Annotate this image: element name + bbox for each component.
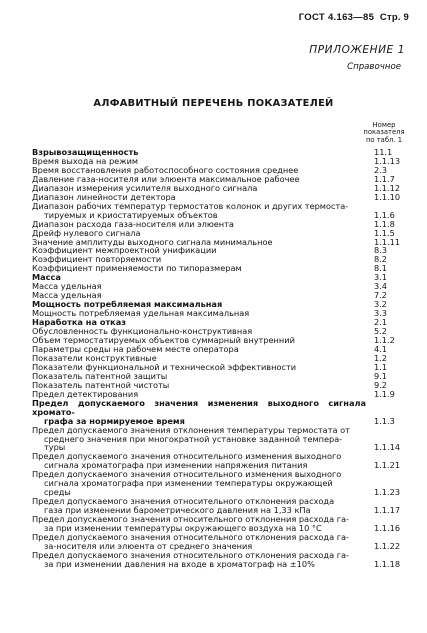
indicator-name-line: за при изменении температуры окружающего воздуха на 10 °С: [44, 523, 322, 534]
indicator-name-line: Предел допускаемого значения относительного отклонения расхода га-: [32, 514, 349, 525]
indicator-name-line: Значение амплитуды выходного сигнала минимальное: [32, 236, 273, 247]
indicator-number: 1.1.21: [374, 460, 401, 471]
indicator-name-line: за при изменении давления на входе в хроматограф на ±10%: [44, 558, 315, 569]
indicator-number: 1.1.11: [374, 236, 401, 247]
indicator-row: [32, 426, 410, 453]
indicator-row: [32, 399, 410, 426]
indicator-number: 1.1.22: [374, 540, 401, 551]
indicator-name-line: Предел допускаемого значения относительного отклонения расхода га-: [32, 549, 349, 560]
indicator-name-line: Дрейф нулевого сигнала: [32, 227, 141, 238]
indicator-name-line: Время выхода на режим: [32, 155, 139, 166]
indicator-number: 9.1: [374, 370, 388, 381]
indicator-number: 3.1: [374, 272, 388, 283]
indicator-name-line: тируемых и криостатируемых объектов: [44, 209, 218, 220]
indicator-name-line: Коэффициент повторяемости: [32, 254, 162, 265]
indicator-number: 1.1.13: [374, 155, 401, 166]
indicator-number: 4.1: [374, 343, 388, 354]
indicator-name-line: среды: [44, 487, 71, 498]
indicator-number: 1.1.23: [374, 487, 401, 498]
indicator-name: [32, 551, 374, 569]
indicator-number: 2.1: [374, 317, 388, 328]
indicator-name-line: Предел допускаемого значения относительного изменения выходного: [32, 469, 342, 480]
indicator-name-line: Показатель патентной чистоты: [32, 379, 170, 390]
column-header-line-2: показателя: [363, 128, 405, 137]
indicator-name-line: сигнала хроматографа при изменении температуры окружающей: [44, 478, 333, 489]
indicator-name: [32, 202, 374, 220]
indicator-name-line: Предел допускаемого значения относительного отклонения расхода га-: [32, 531, 349, 542]
indicator-name-line: Показатели конструктивные: [32, 352, 157, 363]
indicator-number: 1.1.8: [374, 218, 395, 229]
indicator-name-line: Коэффициент применяемости по типоразмерам: [32, 263, 242, 274]
indicator-number: 8.1: [374, 263, 388, 274]
column-header-line-3: по табл. 1: [365, 135, 403, 144]
indicator-name-line: Мощность потребляемая удельная максимальная: [32, 308, 250, 319]
indicator-name-line: графа за нормируемое время: [44, 415, 185, 426]
section-title: АЛФАВИТНЫЙ ПЕРЕЧЕНЬ ПОКАЗАТЕЛЕЙ: [93, 98, 334, 109]
indicator-name-line: Взрывозащищенность: [32, 147, 139, 157]
indicator-number: 8.2: [374, 254, 388, 265]
indicator-name-line: среднего значения при многократной установке заданной темпера-: [44, 433, 343, 444]
indicator-row: [32, 515, 410, 533]
indicator-name-line: Диапазон рабочих температур термостатов колонок и других термоста-: [32, 200, 349, 211]
indicator-number: 9.2: [374, 379, 388, 390]
indicator-name-line: Диапазон линейности детектора: [32, 191, 176, 202]
indicator-name-line: Коэффициент межпроектной унификации: [32, 245, 217, 256]
indicator-name-line: за-носителя или элюента от среднего значения: [44, 540, 253, 551]
indicator-name-line: Предел допускаемого значения относительного отклонения расхода: [32, 496, 335, 507]
indicator-number: 1.1: [374, 361, 388, 372]
indicator-name: [32, 497, 374, 515]
standard-number: ГОСТ 4.163—85: [298, 12, 375, 23]
indicator-row: [32, 551, 410, 569]
indicator-name: [32, 452, 374, 470]
indicator-name-line: Предел допускаемого значения относительного изменения выходного: [32, 451, 342, 462]
indicator-row: [32, 202, 410, 220]
indicator-name: [32, 470, 374, 497]
indicator-number: 1.1.9: [374, 388, 395, 399]
indicator-name-line: Диапазон измерения усилителя выходного сигнала: [32, 182, 258, 193]
indicator-name: [32, 264, 374, 273]
indicator-number: 3.3: [374, 308, 388, 319]
indicator-name-line: Масса удельная: [32, 281, 102, 292]
indicator-name-line: Предел допускаемого значения отклонения температуры термостата от: [32, 424, 350, 435]
page-header: [299, 12, 409, 23]
indicator-name-line: Показатель патентной защиты: [32, 370, 168, 381]
indicator-number: 1.1.17: [374, 505, 401, 516]
indicator-number: 1.2: [374, 352, 388, 363]
indicator-number: 5.2: [374, 326, 388, 337]
indicator-row: [32, 452, 410, 470]
indicator-row: [32, 533, 410, 551]
indicator-name-line: Обусловленность функционально-конструктивная: [32, 326, 253, 337]
indicator-number: 3.2: [374, 299, 388, 310]
indicator-number: 1.1.3: [374, 415, 395, 426]
indicator-name: [32, 515, 374, 533]
indicator-number: 1.1.7: [374, 173, 395, 184]
indicator-number: 1.1.6: [374, 209, 395, 220]
indicator-name-line: Время восстановления работоспособного состояния среднее: [32, 164, 299, 175]
indicator-name-line: газа при изменении барометрического давления на 1,33 кПа: [44, 505, 311, 516]
indicator-name-line: Предел детектирования: [32, 388, 139, 399]
indicator-name-line: Предел допускаемого значения изменения выходного сигнала хромато-: [32, 397, 366, 417]
indicator-number: 11.1: [374, 147, 393, 157]
indicator-name-line: сигнала хроматографа при изменении напряжения питания: [44, 460, 308, 471]
indicator-number: 1.1.10: [374, 191, 401, 202]
indicator-row: [32, 470, 410, 497]
indicator-name-line: Масса: [32, 272, 61, 283]
indicator-name-line: туры: [44, 442, 66, 453]
indicator-number: 2.3: [374, 164, 388, 175]
indicator-name-line: Показатели функциональной и технической эффективности: [32, 361, 297, 372]
indicator-name-line: Давление газа-носителя или элюента максимальное рабочее: [32, 173, 300, 184]
indicator-number: 1.1.2: [374, 335, 395, 346]
indicator-number: 3.4: [374, 281, 388, 292]
indicator-name-line: Наработка на отказ: [32, 317, 127, 328]
indicator-name-line: Диапазон расхода газа-носителя или элюента: [32, 218, 234, 229]
column-header: [361, 122, 407, 144]
indicator-number: 7.2: [374, 290, 388, 301]
indicator-name-line: Масса удельная: [32, 290, 102, 301]
indicator-number: 1.1.12: [374, 182, 401, 193]
indicator-number: 1.1.18: [374, 558, 401, 569]
indicator-number: 1.1.16: [374, 523, 401, 534]
appendix-title: ПРИЛОЖЕНИЕ 1: [309, 44, 405, 56]
page-label: Стр. 9: [379, 12, 409, 23]
indicator-name: [32, 426, 374, 453]
indicator-name: [32, 533, 374, 551]
indicator-name-line: Параметры среды на рабочем месте оператора: [32, 343, 239, 354]
indicator-row: [32, 264, 410, 273]
indicator-number: 8.3: [374, 245, 388, 256]
appendix-reference: Справочное: [347, 62, 401, 72]
indicator-name-line: Мощность потребляемая максимальная: [32, 299, 223, 310]
indicator-list: [32, 148, 410, 569]
indicator-row: [32, 497, 410, 515]
column-header-line-1: Номер: [372, 121, 396, 129]
indicator-name-line: Объем термостатируемых объектов суммарный внутренний: [32, 335, 295, 346]
indicator-number: 1.1.14: [374, 442, 401, 453]
indicator-name: [32, 399, 374, 426]
indicator-number: 1.1.5: [374, 227, 395, 238]
